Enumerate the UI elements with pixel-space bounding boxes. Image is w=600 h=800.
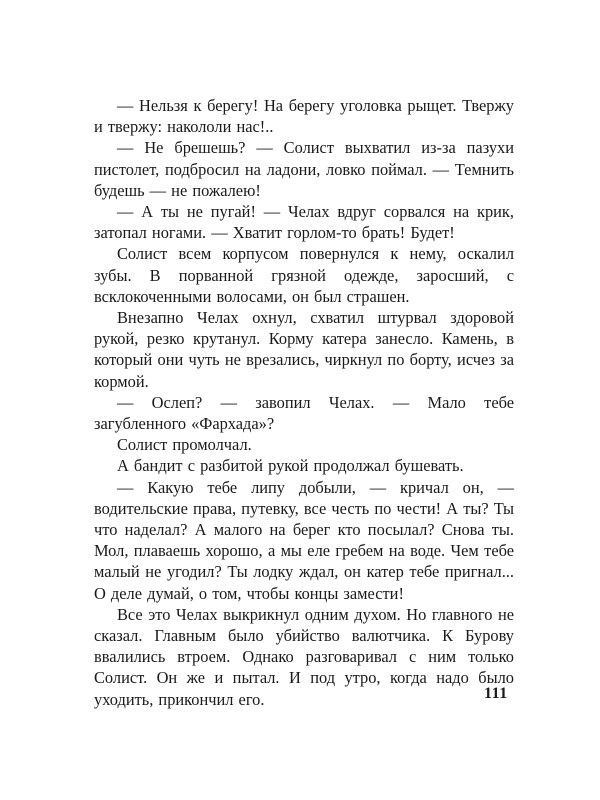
paragraph-1: — Нельзя к берегу! На берегу уголовка рыщет. Твержу и твержу: накололи нас!.. bbox=[94, 96, 514, 137]
page-number: 111 bbox=[484, 685, 508, 702]
paragraph-7: Солист промолчал. bbox=[117, 435, 252, 455]
paragraph-2: — Не брешешь? — Солист выхватил из-за пазухи пистолет, подбросил на ладони, ловко поймал. — Темнить будешь — не пожалею! bbox=[94, 138, 514, 200]
paragraph-9: — Какую тебе липу добыли, — кричал он, — водительские права, путевку, все честь по чести! А ты? Ты что наделал? А малого на берег кто посылал? Снова ты. Мол, плаваешь хорошо, а мы еле гребем на воде. Чем тебе малый не угодил? Ты лодку ждал, он катер тебе пригнал... О деле думай, о том, чтобы концы замести! bbox=[94, 477, 514, 603]
paragraph-8: А бандит с разбитой рукой продолжал бушевать. bbox=[117, 456, 464, 476]
paragraph-4: Солист всем корпусом повернулся к нему, оскалил зубы. В порванной грязной одежде, заросший, с всклокоченными волосами, он был страшен. bbox=[94, 244, 514, 306]
paragraph-5: Внезапно Челах охнул, схватил штурвал здоровой рукой, резко крутанул. Корму катера занесло. Камень, в который они чуть не врезались, чиркнул по борту, исчез за кормой. bbox=[94, 308, 514, 391]
page-body bbox=[94, 95, 514, 710]
paragraph-10: Все это Челах выкрикнул одним духом. Но главного не сказал. Главным было убийство валютчика. К Бурову ввалились втроем. Однако разговаривал с ним только Солист. Он же и пытал. И под утро, когда надо было уходить, прикончил его. bbox=[94, 604, 514, 709]
paragraph-6: — Ослеп? — завопил Челах. — Мало тебе загубленного «Фархада»? bbox=[94, 392, 514, 434]
paragraph-3: — А ты не пугай! — Челах вдруг сорвался на крик, затопал ногами. — Хватит горлом-то брать! Будет! bbox=[94, 202, 514, 243]
